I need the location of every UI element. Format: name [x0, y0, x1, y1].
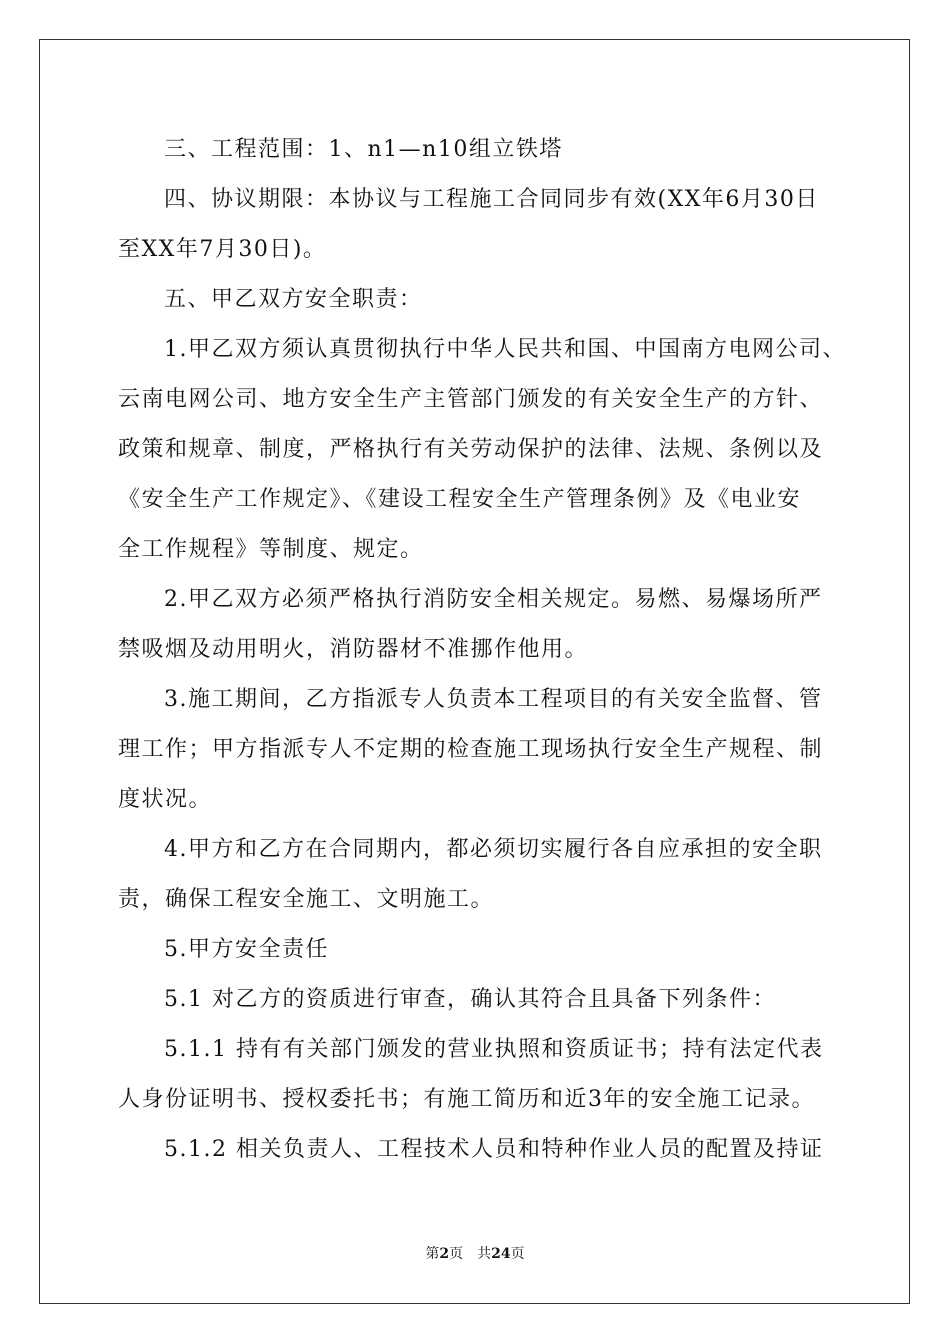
paragraph-line: 四、协议期限：本协议与工程施工合同同步有效(XX年6月30日 [164, 187, 819, 212]
paragraph-line: 度状况。 [118, 787, 213, 812]
paragraph-line: 《安全生产工作规定》、《建设工程安全生产管理条例》及《电业安 [118, 487, 802, 512]
paragraph-line: 云南电网公司、地方安全生产主管部门颁发的有关安全生产的方针、 [118, 387, 824, 412]
paragraph-line: 禁吸烟及动用明火，消防器材不准挪作他用。 [118, 637, 589, 662]
paragraph-line: 五、甲乙双方安全职责： [164, 287, 423, 312]
paragraph-line: 2.甲乙双方必须严格执行消防安全相关规定。易燃、易爆场所严 [164, 587, 823, 612]
footer-total-pages: 24 [491, 1246, 511, 1262]
paragraph-line: 3.施工期间，乙方指派专人负责本工程项目的有关安全监督、管 [164, 687, 823, 712]
footer-prefix: 第 [425, 1246, 440, 1262]
paragraph-line: 至XX年7月30日)。 [118, 237, 327, 262]
paragraph-line: 1.甲乙双方须认真贯彻执行中华人民共和国、中国南方电网公司、 [164, 337, 846, 362]
paragraph-line: 5.1.1 持有有关部门颁发的营业执照和资质证书；持有法定代表 [164, 1037, 824, 1062]
paragraph-line: 三、工程范围：1、n1—n10组立铁塔 [164, 137, 563, 162]
paragraph-line: 全工作规程》等制度、规定。 [118, 537, 424, 562]
paragraph-line: 5.1.2 相关负责人、工程技术人员和特种作业人员的配置及持证 [164, 1137, 824, 1162]
footer-current-page: 2 [439, 1246, 450, 1262]
footer-mid: 页 共 [449, 1246, 492, 1262]
paragraph-line: 5.1 对乙方的资质进行审查，确认其符合且具备下列条件： [164, 987, 776, 1012]
footer-suffix: 页 [510, 1246, 525, 1262]
page-footer [0, 1245, 950, 1263]
paragraph-line: 政策和规章、制度，严格执行有关劳动保护的法律、法规、条例以及 [118, 437, 824, 462]
paragraph-line: 4.甲方和乙方在合同期内，都必须切实履行各自应承担的安全职 [164, 837, 823, 862]
paragraph-line: 理工作；甲方指派专人不定期的检查施工现场执行安全生产规程、制 [118, 737, 824, 762]
paragraph-line: 5.甲方安全责任 [164, 937, 329, 962]
paragraph-line: 人身份证明书、授权委托书；有施工简历和近3年的安全施工记录。 [118, 1087, 815, 1112]
paragraph-line: 责，确保工程安全施工、文明施工。 [118, 887, 495, 912]
